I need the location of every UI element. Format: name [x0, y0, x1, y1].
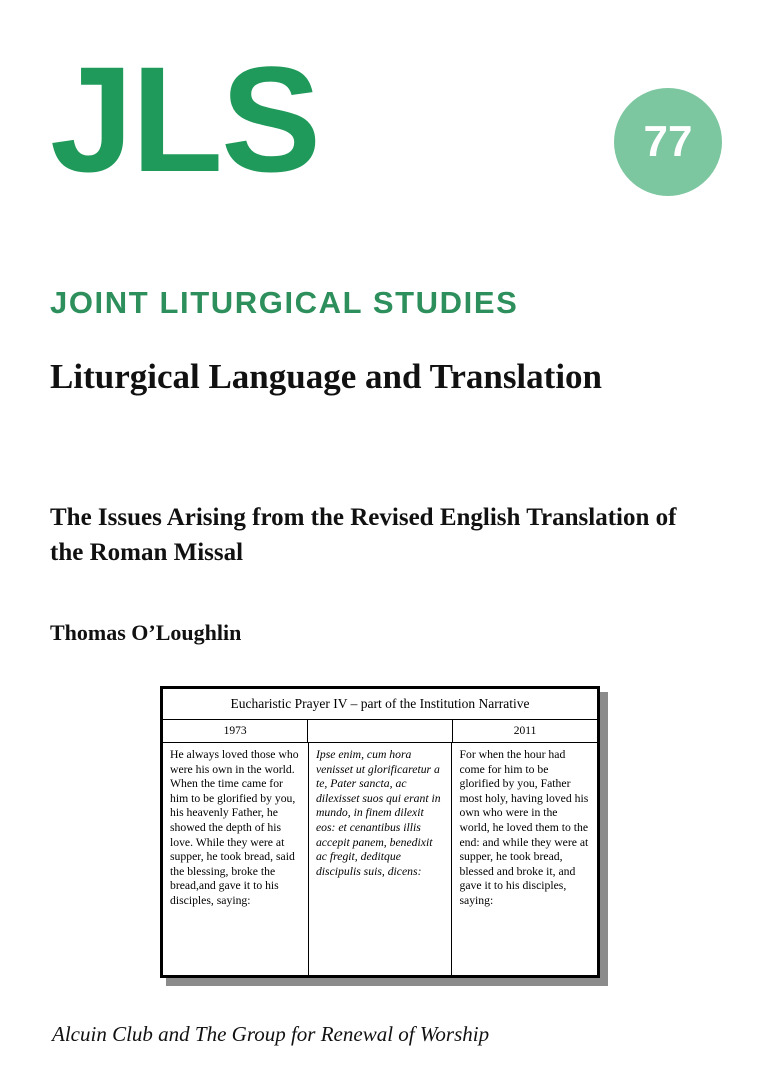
table-caption: Eucharistic Prayer IV – part of the Institution Narrative: [163, 689, 597, 720]
table-cell-latin: Ipse enim, cum hora venisset ut glorificaretur a te, Pater sancta, ac dilexisset suos qui erant in mundo, in finem dilexit eos: et cenantibus illis accepit panem, benedixit ac fregit, deditque discipulis suis, dicens:: [308, 743, 453, 975]
page-title: Liturgical Language and Translation: [50, 357, 603, 396]
table-row: [163, 743, 597, 975]
table-cell-2011: For when the hour had come for him to be glorified by you, Father most holy, having loved his own who were in the world, he loved them to the end: and while they were at supper, he took bread, blessed and broke it, and gave it to his disciples, saying:: [459, 748, 589, 907]
table-column-header-latin: [307, 720, 453, 742]
series-name: JOINT LITURGICAL STUDIES: [50, 285, 519, 320]
masthead: [50, 35, 722, 234]
issue-number-badge: 77: [614, 88, 722, 196]
table-cell-1973: He always loved those who were his own in the world. When the time came for him to be glorified by you, his heavenly Father, he showed the depth of his love. While they were at supper, he took bread, said the blessing, broke the bread,and gave it to his disciples, saying:: [170, 748, 299, 907]
author-name: Thomas O’Loughlin: [50, 620, 242, 645]
table-column-header-1973: 1973: [223, 725, 247, 737]
jls-logo: JLS: [50, 35, 320, 203]
comparison-table: [160, 686, 600, 978]
table-column-header-2011: 2011: [513, 725, 537, 737]
publisher-line: Alcuin Club and The Group for Renewal of Worship: [52, 1022, 490, 1046]
table-header-row: [163, 720, 597, 743]
page-subtitle: The Issues Arising from the Revised English Translation of the Roman Missal: [50, 504, 677, 566]
